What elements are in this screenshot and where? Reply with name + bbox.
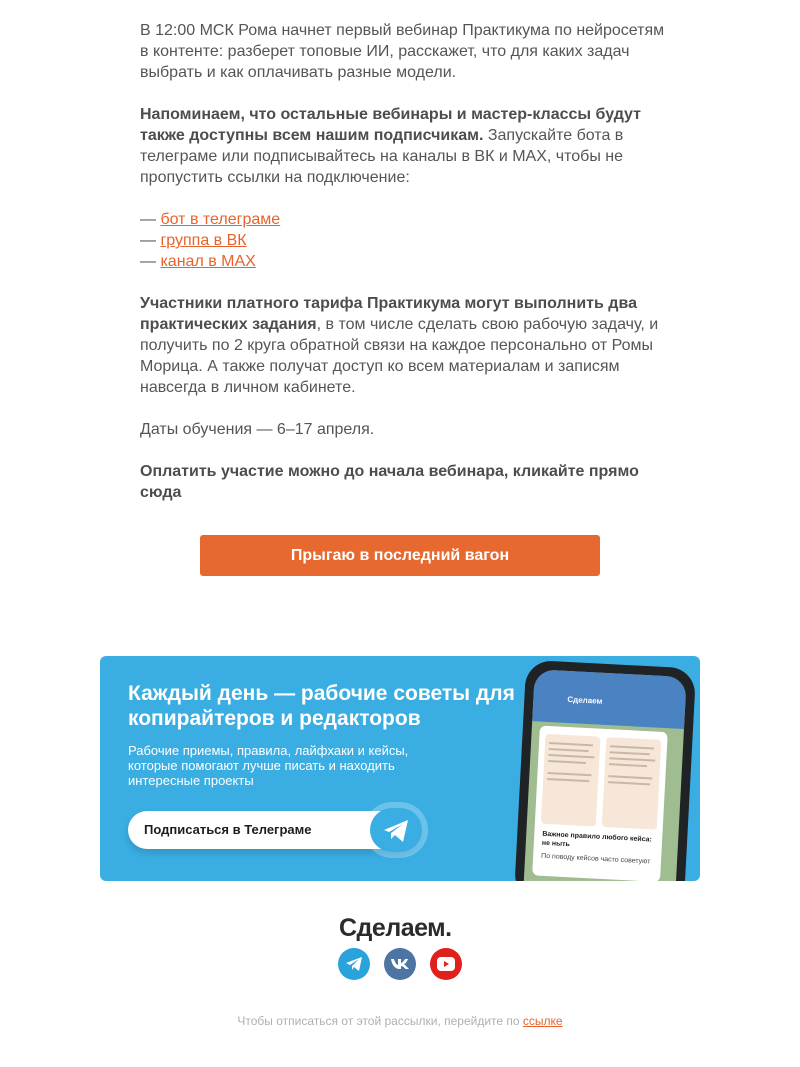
pay-paragraph [140, 461, 665, 503]
phone-message-card [532, 726, 668, 881]
last-wagon-button[interactable]: Прыгаю в последний вагон [200, 535, 600, 576]
vk-icon[interactable] [384, 948, 416, 980]
footer-text: Чтобы отписаться от этой рассылки, перейдите по [237, 1014, 523, 1028]
telegram-icon [370, 808, 422, 852]
phone-caption-2: По поводу кейсов часто советуют [540, 852, 651, 866]
youtube-icon[interactable] [430, 948, 462, 980]
intro-paragraph: В 12:00 МСК Рома начнет первый вебинар Практикума по нейросетям в контенте: разберет топовые ИИ, расскажет, что для каких задач выбрать и как оплачивать разные модели. [140, 22, 665, 81]
banner-subtitle: Рабочие приемы, правила, лайфхаки и кейсы, которые помогают лучше писать и находить интересные проекты [128, 743, 409, 788]
email-body [140, 20, 665, 524]
reminder-text: Запускайте бота в телеграме или подписывайтесь на каналы в ВК и МАХ, чтобы не пропустить ссылки на подключение: [140, 127, 624, 186]
reminder-paragraph [140, 104, 665, 188]
list-item: — канал в МАХ [140, 253, 256, 270]
telegram-bot-link[interactable]: бот в телеграме [160, 211, 281, 228]
vk-group-link[interactable]: группа в ВК [160, 232, 247, 249]
telegram-banner[interactable] [100, 656, 700, 881]
unsubscribe-footer [0, 1014, 800, 1028]
subscribe-button-label: Подписаться в Телеграме [144, 822, 312, 837]
phone-caption: Важное правило любого кейса: не ныть [541, 830, 653, 849]
phone-channel-name: Сделаем [567, 694, 603, 706]
unsubscribe-link[interactable]: ссылке [522, 1014, 563, 1028]
list-item: — группа в ВК [140, 232, 247, 249]
paid-bold-text: Участники платного тарифа Практикума могут выполнить два практических задания [140, 295, 637, 333]
paid-text: , в том числе сделать свою рабочую задачу, и получить по 2 круга обратной связи на каждое персонально от Ромы Морица. А также получат доступ ко всем материалам и записям навсегда в личном кабинете. [140, 316, 659, 396]
brand-logo: Сделаем. [339, 914, 452, 942]
list-item: — бот в телеграме [140, 211, 281, 228]
paid-paragraph [140, 293, 665, 398]
reminder-bold-text: Напоминаем, что остальные вебинары и мастер-классы будут также доступны всем нашим подписчикам. [140, 106, 641, 144]
links-list [140, 209, 665, 272]
phone-screen [523, 669, 687, 881]
banner-title: Каждый день — рабочие советы для копирайтеров и редакторов [128, 682, 515, 730]
phone-mockup [514, 660, 696, 881]
max-channel-link[interactable]: канал в МАХ [160, 253, 256, 270]
pay-bold-text: Оплатить участие можно до начала вебинара, кликайте прямо сюда [140, 463, 639, 501]
telegram-icon[interactable] [338, 948, 370, 980]
dates-paragraph: Даты обучения — 6–17 апреля. [140, 421, 375, 438]
